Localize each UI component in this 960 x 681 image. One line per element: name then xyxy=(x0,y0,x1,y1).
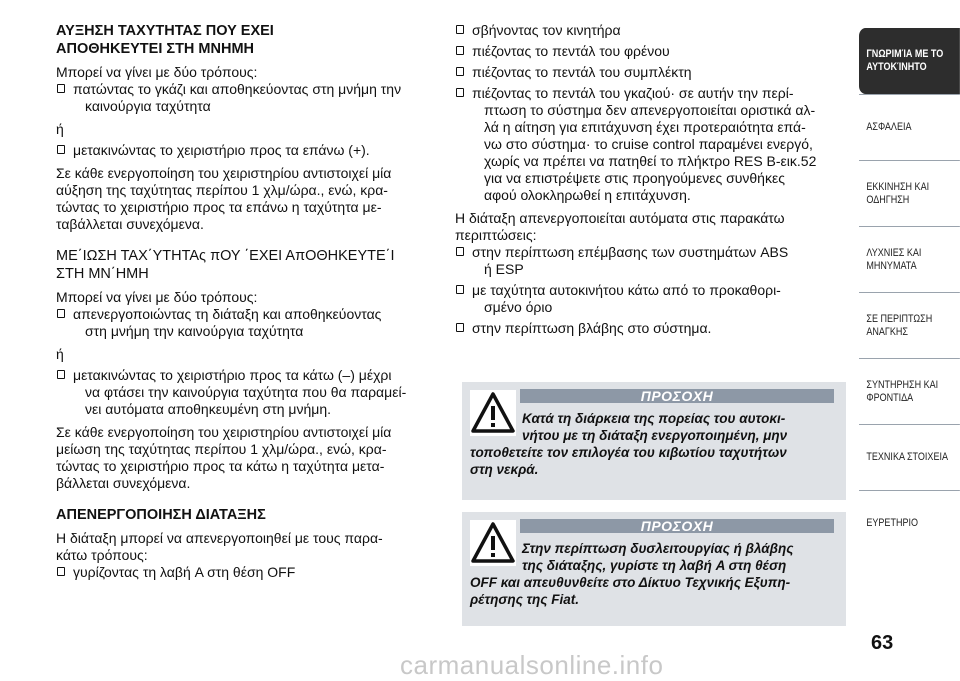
checkbox-bullet-icon xyxy=(57,370,65,379)
bullet-item: στην περίπτωση βλάβης στο σύστημα. xyxy=(455,320,847,337)
or-text: ή xyxy=(56,121,64,137)
checkbox-bullet-icon xyxy=(57,309,65,318)
checkbox-bullet-icon xyxy=(456,247,464,256)
warning-box xyxy=(462,382,846,500)
checkbox-bullet-icon xyxy=(456,67,464,76)
tab-starting-driving[interactable]: ΕΚΚΙΝΗΣΗ ΚΑΙ ΟΔΗΓΗΣΗ xyxy=(859,160,960,226)
bullet-item: γυρίζοντας τη λαβή A στη θέση OFF xyxy=(56,564,434,581)
or-text: ή xyxy=(56,346,64,362)
chapter-tabs xyxy=(859,28,960,556)
bullet-item: σβήνοντας τον κινητήρα xyxy=(455,22,847,39)
warning-title: ΠΡΟΣΟΧΗ xyxy=(520,389,834,403)
watermark: carmanualsonline.info xyxy=(400,650,664,680)
checkbox-bullet-icon xyxy=(57,84,65,93)
warning-box xyxy=(462,512,846,626)
bullet-item: με ταχύτητα αυτοκινήτου κάτω από το προκαθορι- σμένο όριο xyxy=(455,282,847,316)
tab-maintenance[interactable]: ΣΥΝΤΗΡΗΣΗ ΚΑΙ ΦΡΟΝΤΙΔΑ xyxy=(859,358,960,424)
checkbox-bullet-icon xyxy=(456,46,464,55)
warning-text: Στην περίπτωση δυσλειτουργίας ή βλάβης της διάταξης, γυρίστε τη λαβή A στη θέση OFF και απευθυνθείτε στο Δίκτυο Τεχνικής Εξυπη- ρέτησης της Fiat. xyxy=(470,541,794,607)
tab-getting-to-know-car[interactable]: ΓΝΩΡΙΜΊΑ ΜΕ ΤΟ ΑΥΤΟΚΊΝΗΤΟ xyxy=(859,28,960,94)
bullet-item: πατώντας το γκάζι και αποθηκεύοντας στη μνήμη την καινούργια ταχύτητα xyxy=(56,81,434,115)
right-column xyxy=(455,22,847,337)
warning-text: Κατά τη διάρκεια της πορείας του αυτοκι- νήτου με τη διάταξη ενεργοποιημένη, μην τοποθετείτε τον επιλογέα του κιβωτίου ταχυτήτων στη νεκρά. xyxy=(470,411,788,477)
paragraph: Η διάταξη απενεργοποιείται αυτόματα στις παρακάτω περιπτώσεις: xyxy=(455,210,785,243)
heading-decrease-speed: ΜΕ΄ΙΩΣΗ ΤΑΧ΄ΥΤΗΤΑς πΟΥ ΄ΕΧΕΙ ΑπΟΘΗΚΕΥΤΕ΄Ι ΣΤΗ ΜΝ΄ΗΜΗ xyxy=(56,248,395,282)
heading-increase-speed: ΑΥΞΗΣΗ ΤΑΧΥΤΗΤΑΣ ΠΟΥ ΕΧΕΙ ΑΠΟΘΗΚΕΥΤΕΙ ΣΤΗ ΜΝΗΜΗ xyxy=(56,23,274,57)
bullet-item: στην περίπτωση επέμβασης των συστημάτων ABS ή ESP xyxy=(455,244,847,278)
tab-warning-lights[interactable]: ΛΥΧΝΙΕΣ ΚΑΙ ΜΗΝΥΜΑΤΑ xyxy=(859,226,960,292)
bullet-item: πιέζοντας το πεντάλ του φρένου xyxy=(455,43,847,60)
bullet-item: απενεργοποιώντας τη διάταξη και αποθηκεύοντας στη μνήμη την καινούργια ταχύτητα xyxy=(56,306,434,340)
tab-emergency[interactable]: ΣΕ ΠΕΡΙΠΤΩΣΗ ΑΝΑΓΚΗΣ xyxy=(859,292,960,358)
page-number: 63 xyxy=(871,632,894,654)
paragraph: Η διάταξη μπορεί να απενεργοποιηθεί με τους παρα- κάτω τρόπους: xyxy=(56,530,383,563)
checkbox-bullet-icon xyxy=(456,25,464,34)
tab-technical-data[interactable]: ΤΕΧΝΙΚΑ ΣΤΟΙΧΕΙΑ xyxy=(859,424,960,490)
heading-deactivation: ΑΠΕΝΕΡΓΟΠΟΙΗΣΗ ΔΙΑΤΑΞΗΣ xyxy=(56,507,266,523)
checkbox-bullet-icon xyxy=(57,145,65,154)
bullet-item: πιέζοντας το πεντάλ του γκαζιού· σε αυτήν την περί- πτωση το σύστημα δεν απενεργοποιείται οριστικά αλ- λά η αίτηση για επιτάχυνση έχει προτεραιότητα επά- νω στο σύστημα· το cruise control παραμένει ενεργό, χωρίς να πρέπει να πατηθεί το πλήκτρο RES B-εικ.52 για να επιστρέψετε στις προηγούμενες συνθήκες αφού ολοκληρωθεί η επιτάχυνση. xyxy=(455,85,847,204)
bullet-item: πιέζοντας το πεντάλ του συμπλέκτη xyxy=(455,64,847,81)
checkbox-bullet-icon xyxy=(456,88,464,97)
left-column xyxy=(56,22,434,581)
checkbox-bullet-icon xyxy=(456,323,464,332)
paragraph: Σε κάθε ενεργοποίηση του χειριστηρίου αντιστοιχεί μία αύξηση της ταχύτητας περίπου 1 χλμ/ώρα., ενώ, κρα- τώντας το χειριστήριο προς τα επάνω η ταχύτητα με- ταβάλλεται συνεχόμενα. xyxy=(56,165,392,232)
checkbox-bullet-icon xyxy=(456,285,464,294)
intro-text: Μπορεί να γίνει με δύο τρόπους: xyxy=(56,289,258,305)
bullet-item: μετακινώντας το χειριστήριο προς τα κάτω (–) μέχρι να φτάσει την καινούργια ταχύτητα που θα παραμεί- νει αυτόματα αποθηκευμένη στη μνήμη. xyxy=(56,367,434,418)
warning-title: ΠΡΟΣΟΧΗ xyxy=(520,519,834,533)
bullet-item: μετακινώντας το χειριστήριο προς τα επάνω (+). xyxy=(56,142,434,159)
paragraph: Σε κάθε ενεργοποίηση του χειριστηρίου αντιστοιχεί μία μείωση της ταχύτητας περίπου 1 χλμ/ώρα., ενώ, κρα- τώντας το χειριστήριο προς τα κάτω η ταχύτητα μετα- βάλλεται συνεχόμενα. xyxy=(56,424,392,491)
tab-index[interactable]: ΕΥΡΕΤΗΡΙΟ xyxy=(859,490,960,556)
intro-text: Μπορεί να γίνει με δύο τρόπους: xyxy=(56,64,258,80)
checkbox-bullet-icon xyxy=(57,567,65,576)
tab-safety[interactable]: ΑΣΦΑΛΕΙΑ xyxy=(859,94,960,160)
